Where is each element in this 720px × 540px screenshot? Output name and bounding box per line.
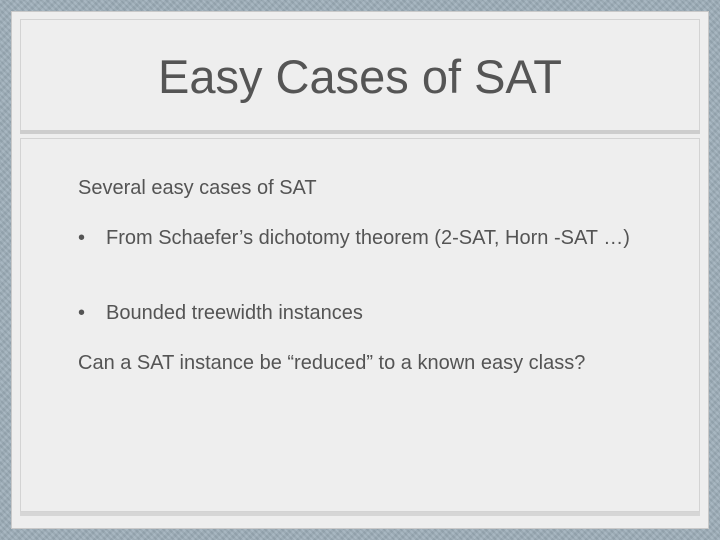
bullet-marker: • bbox=[78, 227, 86, 249]
title-divider bbox=[20, 130, 700, 134]
question-text: Can a SAT instance be “reduced” to a known easy class? bbox=[78, 352, 586, 374]
slide bbox=[11, 11, 709, 529]
intro-text: Several easy cases of SAT bbox=[78, 177, 317, 199]
bullet-text: Bounded treewidth instances bbox=[106, 302, 363, 324]
bullet-text: From Schaefer’s dichotomy theorem (2-SAT, Horn -SAT …) bbox=[106, 227, 630, 249]
title-panel bbox=[20, 19, 700, 131]
bullet-item-schaefer bbox=[78, 224, 658, 252]
bullet-item-treewidth bbox=[78, 299, 658, 327]
slide-title: Easy Cases of SAT bbox=[158, 50, 562, 103]
bottom-divider bbox=[20, 512, 700, 516]
bullet-marker: • bbox=[78, 302, 86, 324]
